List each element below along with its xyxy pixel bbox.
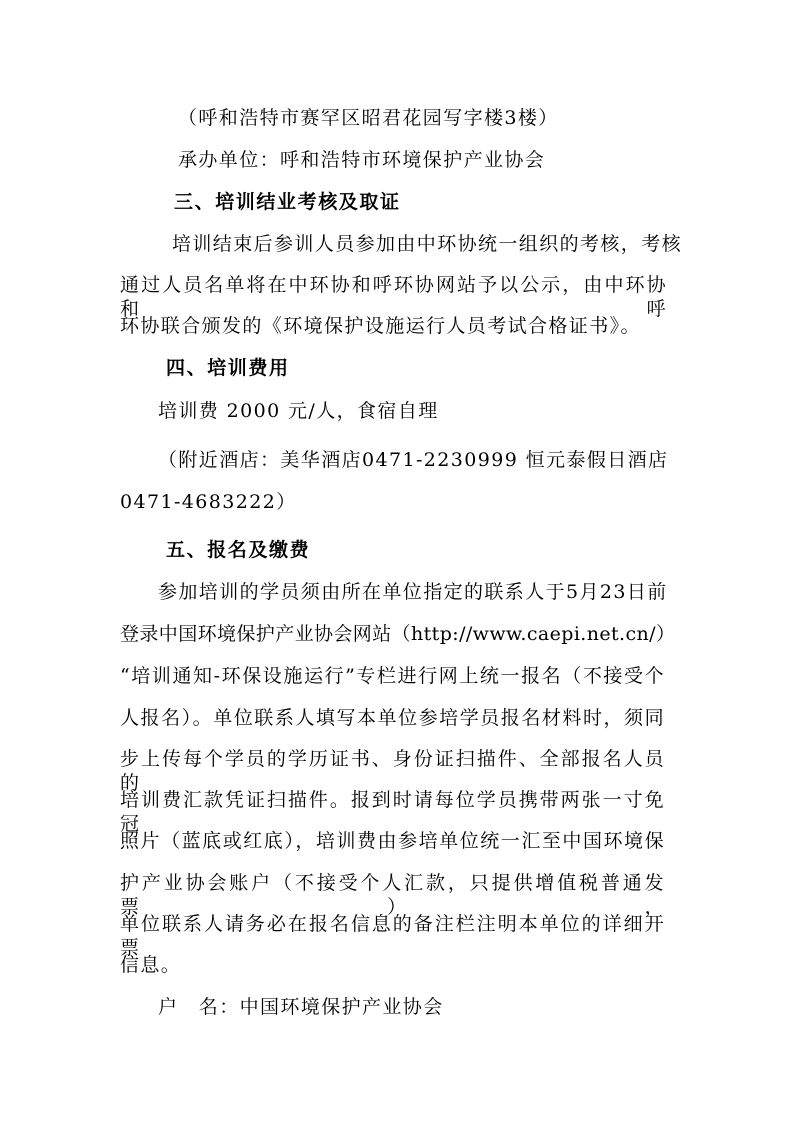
section3-line-2: 通过人员名单将在中环协和呼环协网站予以公示，由中环协和呼 — [120, 274, 667, 320]
section5-line-6: 培训费汇款凭证扫描件。报到时请每位学员携带两张一寸免冠 — [120, 789, 665, 835]
section5-line-4: 人报名）。单位联系人填写本单位参培学员报名材料时，须同 — [120, 707, 665, 729]
section5-line-9: 单位联系人请务必在报名信息的备注栏注明本单位的详细开票 — [120, 913, 665, 959]
section5-line-10: 信息。 — [120, 954, 182, 976]
section3-line-3: 环协联合颁发的《环境保护设施运行人员考试合格证书》。 — [120, 315, 641, 337]
account-name-line: 户 名：中国环境保护产业协会 — [158, 996, 444, 1018]
section4-heading: 四、培训费用 — [166, 357, 290, 379]
section3-line-1: 培训结束后参训人员参加由中环协统一组织的考核，考核 — [172, 233, 683, 255]
section5-line-8: 护产业协会账户（不接受个人汇款，只提供增值税普通发票）， — [120, 872, 665, 918]
section5-line-1: 参加培训的学员须由所在单位指定的联系人于5月23日前 — [158, 581, 668, 603]
venue-address: （呼和浩特市赛罕区昭君花园写字楼3楼） — [178, 107, 559, 129]
section5-line-2: 登录中国环境保护产业协会网站（http://www.caepi.net.cn/） — [120, 623, 676, 645]
section5-line-3: “培训通知-环保设施运行”专栏进行网上统一报名（不接受个 — [120, 665, 665, 687]
section5-line-5: 步上传每个学员的学历证书、身份证扫描件、全部报名人员的 — [120, 748, 665, 794]
section5-heading: 五、报名及缴费 — [166, 539, 311, 561]
organizer-line: 承办单位：呼和浩特市环境保护产业协会 — [178, 149, 546, 171]
fee-line: 培训费 2000 元/人，食宿自理 — [158, 400, 439, 422]
hotel-line-2: 0471-4683222） — [120, 491, 297, 513]
section3-heading: 三、培训结业考核及取证 — [174, 191, 401, 213]
section5-line-7: 照片（蓝底或红底），培训费由参培单位统一汇至中国环境保 — [120, 830, 665, 852]
hotel-line-1: （附近酒店：美华酒店0471-2230999 恒元泰假日酒店 — [158, 449, 669, 471]
